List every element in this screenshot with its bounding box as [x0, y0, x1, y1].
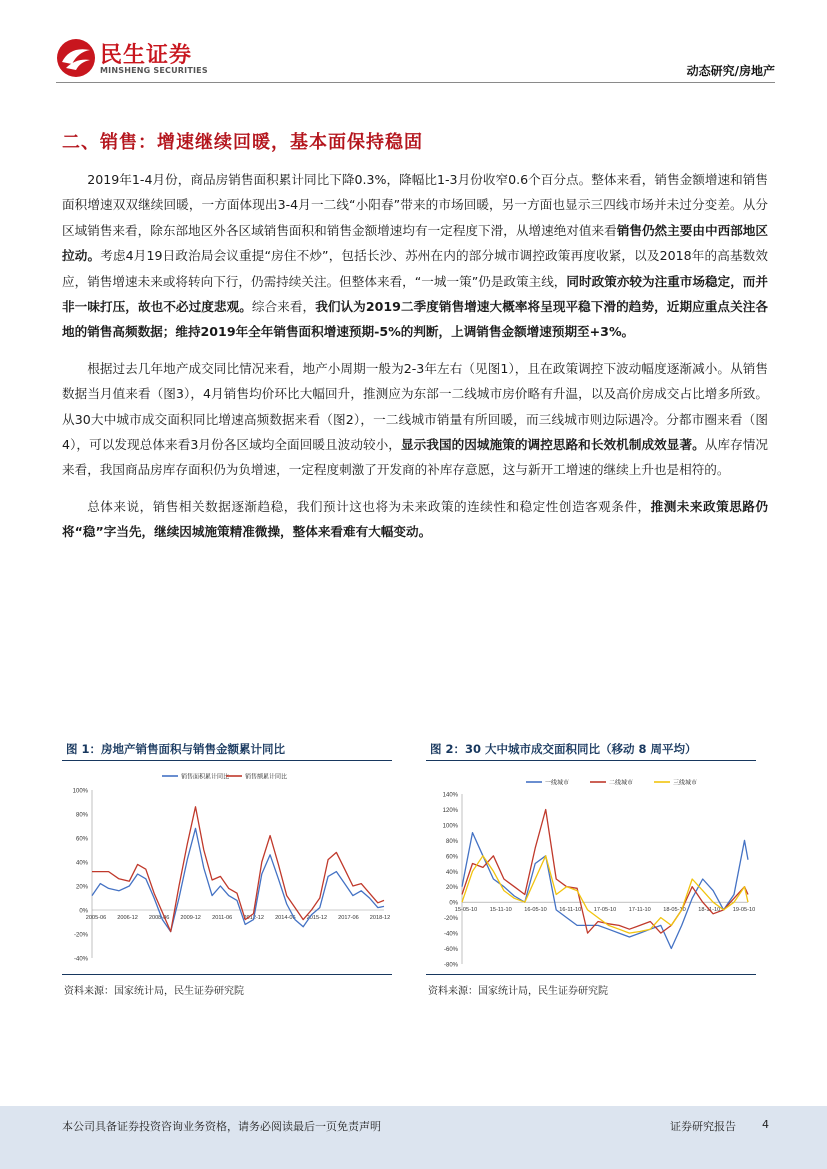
y-tick-label: 20% [75, 884, 88, 891]
body-text [62, 167, 768, 556]
x-tick-label: 15-05-10 [454, 907, 478, 914]
x-tick-label: 2014-06 [275, 915, 296, 921]
figure-rule [426, 974, 756, 975]
x-tick-label: 16-11-10 [559, 907, 582, 914]
paragraph-2 [62, 356, 768, 483]
x-tick-label: 2006-12 [117, 915, 138, 921]
x-tick-label: 2009-12 [180, 915, 201, 921]
legend-label: 一线城市 [545, 779, 570, 787]
x-tick-label: 2018-12 [369, 915, 391, 921]
paragraph-1 [62, 167, 768, 345]
logo-text-cn: 民生证券 [100, 43, 193, 68]
header-divider [56, 82, 775, 83]
y-tick-label: 40% [75, 860, 88, 867]
y-tick-label: -40% [73, 956, 88, 963]
x-tick-label: 18-11-10 [698, 907, 721, 914]
footer-disclaimer: 本公司具备证券投资咨询业务资格，请务必阅读最后一页免责声明 [62, 1120, 381, 1133]
y-tick-label: 20% [445, 885, 458, 892]
footer-report-type: 证券研究报告 [670, 1120, 736, 1133]
text-run: 综合来看， [251, 299, 316, 315]
bold-run: 我们认为2019二季度销售增速大概率将呈现平稳下滑的趋势，近期应重点关注各地的销售高频数据；维持2019年全年销售面积增速预期-5%的判断，上调销售金额增速预期至+3%。 [62, 299, 768, 340]
y-tick-label: 60% [75, 836, 88, 843]
y-tick-label: 100% [442, 823, 458, 830]
x-tick-label: 2015-12 [306, 915, 328, 921]
bold-run: 显示我国的因城施策的调控思路和长效机制成效显著。 [400, 437, 705, 453]
x-tick-label: 2012-12 [243, 915, 265, 921]
company-logo [56, 36, 216, 80]
series-line [462, 856, 748, 933]
logo-text-en: MINSHENG SECURITIES [100, 66, 208, 75]
y-tick-label: 60% [445, 854, 458, 861]
figure-2-title: 图 2：30 大中城市成交面积同比（移动 8 周平均） [430, 742, 697, 756]
y-tick-label: 80% [75, 812, 88, 819]
series-line [462, 810, 748, 934]
minsheng-logo-icon [56, 38, 96, 78]
figure-rule [426, 760, 756, 761]
x-tick-label: 2008-06 [148, 915, 170, 921]
x-tick-label: 15-11-10 [489, 907, 512, 914]
figure-rule [62, 760, 392, 761]
x-tick-label: 16-05-10 [524, 907, 547, 914]
legend-label: 三线城市 [673, 779, 698, 787]
x-tick-label: 17-05-10 [593, 907, 617, 914]
document-type: 动态研究/房地产 [686, 64, 775, 78]
x-tick-label: 19-05-10 [732, 907, 756, 914]
y-tick-label: -20% [443, 916, 458, 923]
y-tick-label: 0% [79, 908, 88, 915]
figure-1-title: 图 1：房地产销售面积与销售金额累计同比 [66, 742, 286, 756]
figure-1-source: 资料来源：国家统计局，民生证券研究院 [64, 986, 244, 997]
x-tick-label: 18-05-10 [663, 907, 686, 914]
paragraph-3 [62, 494, 768, 545]
y-tick-label: 80% [445, 838, 458, 845]
text-run: 根据过去几年地产成交同比情况来看，地产小周期一般为2-3年左右（见图1），且在政策调控下波动幅度逐渐减小。从销售数据当月值来看（图3），4月销售均价环比大幅回升，推测应为东部一二线城市房价略有升温，以及高价房成交占比增多所致。从30大中城市成交面积同比增速高频数据来看（图2），一二线城市销量有所回暖，而三线城市则边际遇冷。分都市圈来看（图4），可以发现总体来看3月份各区域均全面回暖且波动较小， [62, 360, 768, 453]
x-tick-label: 2017-06 [338, 915, 359, 921]
legend-label: 销售额累计同比 [245, 773, 288, 781]
text-run: 考虑4月19日政治局会议重提“房住不炒”，包括长沙、苏州在内的部分城市调控政策再度收紧，以及2018年的高基数效应，销售增速未来或将转向下行，仍需持续关注。但整体来看，“一城一策”仍是政策主线， [62, 248, 769, 289]
chart-sales-yoy [62, 764, 392, 972]
y-tick-label: 140% [442, 792, 458, 799]
bold-run: 同时政策亦较为注重市场稳定，而并非一味打压，故也不必过度悲观。 [62, 273, 768, 315]
legend-label: 二线城市 [609, 779, 634, 787]
y-tick-label: 120% [442, 807, 458, 814]
chart-30city-yoy [426, 764, 756, 972]
legend-label: 销售面积累计同比 [181, 773, 230, 781]
figure-2-source: 资料来源：国家统计局，民生证券研究院 [428, 986, 608, 997]
x-tick-label: 2011-06 [212, 915, 233, 921]
y-tick-label: -80% [443, 962, 458, 969]
page-footer [0, 1106, 827, 1169]
y-tick-label: 0% [449, 900, 458, 907]
x-tick-label: 17-11-10 [628, 907, 651, 914]
y-tick-label: -40% [443, 931, 458, 938]
x-tick-label: 2005-06 [85, 915, 107, 921]
page-number: 4 [762, 1118, 769, 1131]
figure-rule [62, 974, 392, 975]
y-tick-label: -20% [73, 932, 88, 939]
text-run: 2019年1-4月份，商品房销售面积累计同比下降0.3%，降幅比1-3月份收窄0.6个百分点。整体来看，销售金额增速和销售面积增速双双继续回暖，一方面体现出3-4月一二线“小阳春”带来的市场回暖，另一方面也显示三四线市场并未过分变差。从分区域销售来看，除东部地区外各区域销售面积和销售金额增速均有一定程度下滑，从增速绝对值来看 [62, 172, 768, 238]
text-run: 从库存情况来看，我国商品房库存面积仍为负增速，一定程度刺激了开发商的补库存意愿，这与新开工增速的继续上升也是相符的。 [62, 437, 768, 478]
figure-2 [426, 738, 756, 1000]
bold-run: 推测未来政策思路仍将“稳”字当先，继续因城施策精准微操，整体来看难有大幅变动。 [62, 498, 769, 540]
figure-1 [62, 738, 392, 1000]
text-run: 总体来说，销售相关数据逐渐趋稳，我们预计这也将为未来政策的连续性和稳定性创造客观条件， [87, 498, 651, 514]
series-line [92, 807, 384, 932]
y-tick-label: -60% [443, 947, 458, 954]
y-tick-label: 40% [445, 869, 458, 876]
section-title: 二、销售：增速继续回暖，基本面保持稳固 [62, 132, 423, 153]
bold-run: 销售仍然主要由中西部地区拉动。 [62, 222, 769, 264]
y-tick-label: 100% [72, 788, 88, 795]
